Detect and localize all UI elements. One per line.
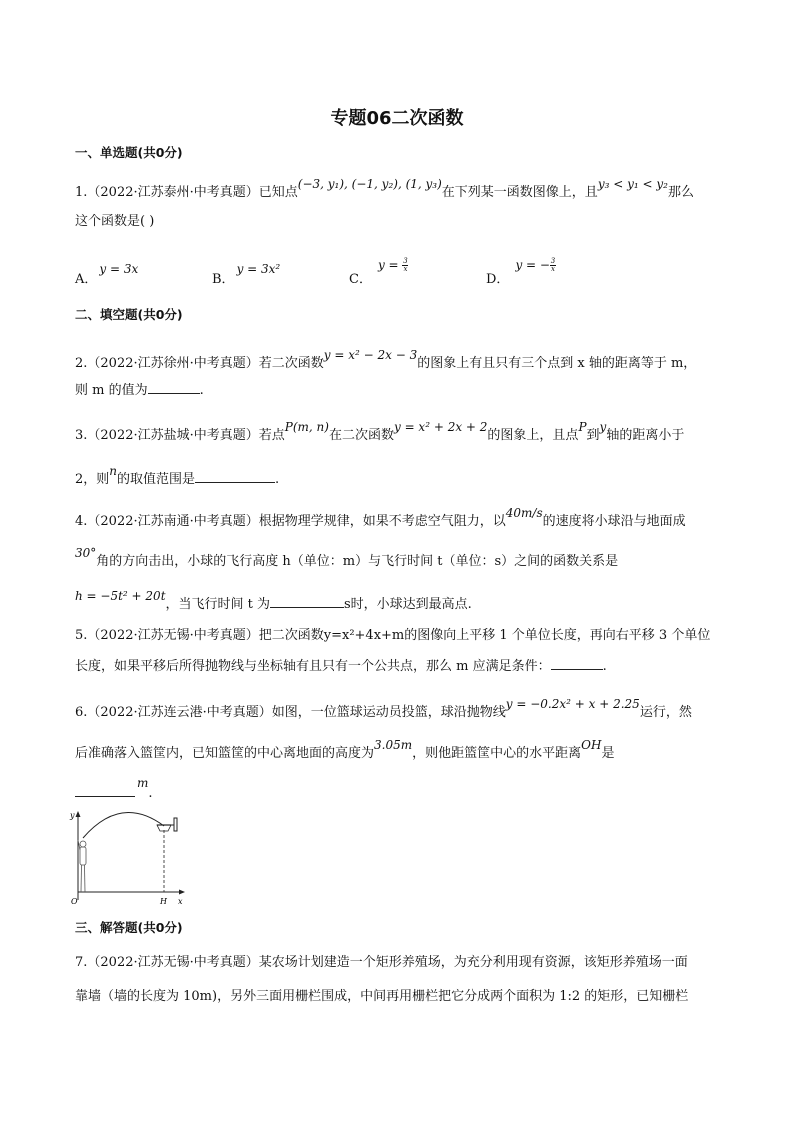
question-6-line-1 — [75, 697, 692, 720]
question-7-line-1: 7.（2022·江苏无锡·中考真题）某农场计划建造一个矩形养殖场，为充分利用现有资源，该矩形养殖场一面 — [75, 955, 688, 970]
q6-line-2b: ，则他距篮筐中心的水平距离 — [412, 746, 582, 761]
question-3-line-2 — [75, 464, 280, 487]
option-d-numerator: 3 — [550, 257, 556, 265]
option-c-denominator: x — [403, 265, 408, 273]
q3-answer-blank[interactable] — [195, 470, 275, 483]
q4-line-3-end: s时，小球达到最高点. — [344, 597, 472, 612]
q3-point: P(m, n) — [284, 420, 329, 434]
q3-end: . — [275, 472, 280, 487]
question-7-line-2: 靠墙（墙的长度为 10m)，另外三面用栅栏围成，中间再用栅栏把它分成两个面积为 1:2 的矩形，已知栅栏 — [75, 989, 689, 1004]
q4-speed: 40m/s — [505, 506, 543, 520]
q1-option-d[interactable] — [486, 257, 556, 287]
q3-suffix: 轴的距离小于 — [606, 428, 685, 443]
q4-line-3: ，当飞行时间 t 为 — [165, 597, 271, 612]
q1-prefix: 1.（2022·江苏泰州·中考真题）已知点 — [75, 185, 298, 200]
q2-end: . — [199, 383, 204, 398]
section-heading-fill-blank: 二、填空题(共0分) — [75, 307, 183, 322]
backboard — [174, 818, 177, 831]
q6-oh: OH — [581, 738, 602, 752]
q1-option-b[interactable] — [212, 262, 281, 287]
q6-line-2c: 是 — [601, 746, 615, 761]
question-5-line-2 — [75, 655, 607, 674]
q2-suffix: 的图象上有且只有三个点到 x 轴的距离等于 m， — [417, 356, 697, 371]
q4-formula: h = −5t² + 20t — [75, 589, 166, 603]
q6-end: . — [148, 786, 153, 801]
q6-prefix: 6.（2022·江苏连云港·中考真题）如图，一位篮球运动员投篮，球沿抛物线 — [75, 705, 506, 720]
option-d-denominator: x — [550, 265, 555, 273]
option-c-formula: y = — [377, 258, 403, 272]
q2-line-2: 则 m 的值为 — [75, 383, 148, 398]
q3-line-2a: 2，则 — [75, 472, 110, 487]
q6-line-2a: 后准确落入篮筐内，已知篮筐的中心离地面的高度为 — [75, 746, 375, 761]
q1-option-a[interactable] — [75, 262, 139, 287]
q5-line-2: 长度，如果平移后所得抛物线与坐标轴有且只有一个公共点，那么 m 应满足条件： — [75, 659, 551, 674]
q3-line-2b: 的取值范围是 — [117, 472, 196, 487]
q2-prefix: 2.（2022·江苏徐州·中考真题）若二次函数 — [75, 356, 324, 371]
q3-n: n — [109, 464, 118, 478]
option-d-formula: y = − — [515, 258, 550, 272]
page-title: 专题06二次函数 — [330, 108, 464, 129]
q4-line-2: 角的方向击出，小球的飞行高度 h（单位：m）与飞行时间 t（单位：s）之间的函数关系是 — [96, 554, 619, 569]
q2-answer-blank[interactable] — [148, 381, 200, 394]
q4-answer-blank[interactable] — [270, 595, 344, 608]
q1-suffix: 那么 — [667, 185, 694, 200]
option-b-formula: y = 3x² — [236, 262, 281, 276]
q1-line-2: 这个函数是( ) — [75, 214, 155, 229]
q4-angle: 30° — [75, 546, 97, 560]
q3-prefix: 3.（2022·江苏盐城·中考真题）若点 — [75, 428, 285, 443]
q3-to: 到 — [586, 428, 600, 443]
section-heading-solution: 三、解答题(共0分) — [75, 920, 183, 935]
question-2-line-2 — [75, 379, 204, 398]
figure-x-label: x — [178, 897, 183, 906]
basketball-player-icon — [78, 840, 86, 892]
question-4-line-1 — [75, 506, 686, 529]
q3-p: P — [578, 420, 587, 434]
question-6-line-2 — [75, 738, 615, 761]
q6-height: 3.05m — [374, 738, 413, 752]
option-a-formula: y = 3x — [99, 262, 139, 276]
q6-answer-blank[interactable] — [75, 784, 135, 797]
question-4-line-2 — [75, 546, 619, 569]
ball-trajectory — [83, 813, 164, 838]
option-d-label: D． — [486, 272, 510, 287]
option-a-label: A． — [75, 272, 98, 287]
section-heading-single-choice: 一、单选题(共0分) — [75, 145, 183, 160]
figure-y-label: y — [70, 811, 75, 820]
option-b-label: B． — [212, 272, 235, 287]
figure-origin-label: O — [71, 897, 78, 906]
q1-mid: 在下列某一函数图像上，且 — [441, 185, 598, 200]
q2-formula: y = x² − 2x − 3 — [323, 348, 418, 362]
q6-unit: m — [137, 776, 149, 790]
q6-basketball-figure — [66, 808, 190, 908]
y-axis-arrow-icon — [76, 811, 81, 817]
x-axis-arrow-icon — [179, 890, 185, 895]
question-3-line-1 — [75, 420, 685, 443]
question-2-line-1 — [75, 348, 697, 371]
q5-end: . — [602, 659, 607, 674]
q4-suffix: 的速度将小球沿与地面成 — [542, 514, 686, 529]
q3-y: y — [599, 420, 607, 434]
q6-formula: y = −0.2x² + x + 2.25 — [505, 697, 640, 711]
q3-mid: 在二次函数 — [328, 428, 394, 443]
question-1-line-1 — [75, 177, 694, 200]
option-c-numerator: 3 — [403, 257, 408, 265]
q3-mid2: 的图象上，且点 — [487, 428, 579, 443]
option-c-label: C． — [349, 272, 372, 287]
q5-answer-blank[interactable] — [551, 657, 603, 670]
q1-points: (−3, y₁), (−1, y₂), (1, y₃) — [297, 177, 442, 191]
q4-prefix: 4.（2022·江苏南通·中考真题）根据物理学规律，如果不考虑空气阻力，以 — [75, 514, 506, 529]
q3-formula: y = x² + 2x + 2 — [393, 420, 488, 434]
q1-option-c[interactable] — [349, 257, 408, 287]
q1-inequality: y₃ < y₁ < y₂ — [597, 177, 668, 191]
question-5-line-1: 5.（2022·江苏无锡·中考真题）把二次函数y=x²+4x+m的图像向上平移 1 个单位长度，再向右平移 3 个单位 — [75, 628, 711, 643]
figure-h-label: H — [160, 897, 167, 906]
question-6-line-3 — [75, 776, 153, 801]
question-4-line-3 — [75, 589, 472, 612]
q6-suffix: 运行，然 — [639, 705, 692, 720]
